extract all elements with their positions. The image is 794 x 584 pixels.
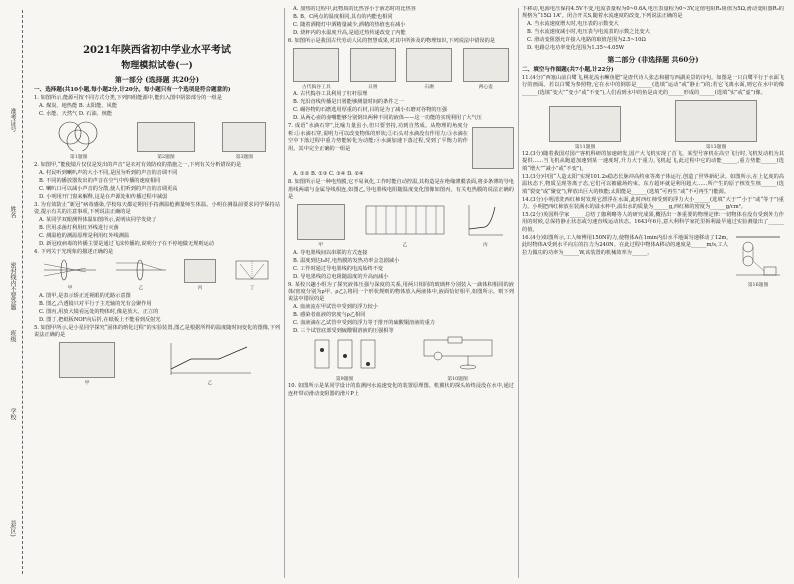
figure-row <box>34 257 280 292</box>
option: B. 不同的播放器发出的声音在空气中传播的速度相同 <box>39 177 161 184</box>
option: A. 某同学双眼测得体温如图所示,说明该同学发烧了 <box>39 217 157 224</box>
figure-row <box>288 202 514 249</box>
class-label: 班级 <box>9 330 16 342</box>
exam-title: 2021年陕西省初中学业水平考试 <box>83 45 231 56</box>
option: B. 感染者血液的密度与ρ乙相同 <box>293 312 366 319</box>
figure-caption: 第13题图 <box>705 144 727 150</box>
exam-subtitle: 物理模拟试卷(一) <box>121 61 193 71</box>
figure-caption: 甲 <box>318 243 324 249</box>
water-drop-figure <box>472 127 514 169</box>
option: A. 图甲,是表示矫正近视眼的光路示意图 <box>39 292 131 299</box>
question-11: 11.(4分)“西塞山前白鹭飞,桃花流水鳜鱼肥”是唐代诗人张志和描写西湖美景的诗句。如图是一只白鹭平行于水面飞行的画面。若以白鹭为参照物,它在水中的倒影是______(选填“运动”或“静止”)的;若它飞离水面,则它在水中的像______(选填“变大”“变小”或“不变”),人们看到水中的鱼是由光的______形成的______(选填“实”或“虚”)像。 <box>522 74 784 96</box>
section-heading: 二、填空与作图题(共7小题,计22分) <box>522 66 614 73</box>
option: C. 喇叭口可以减小声音的分散,使人们听到的声音的音调更高 <box>39 185 178 192</box>
option: D. 导电墨线的总电阻随温度的升高而减小 <box>293 273 389 280</box>
option: C. 水能、天然气 D. 石油、核能 <box>39 111 113 117</box>
option: B. 温度到达t₀时,电热膜的发热功率会急剧减小 <box>293 257 400 264</box>
option: B. B、C两点的温度相同,具有的内能也相同 <box>293 14 393 20</box>
figure-row <box>288 336 514 383</box>
magnifier-figure <box>184 259 216 283</box>
figure-caption: 第9题图 <box>335 376 354 382</box>
school-label: 学校 <box>9 408 16 420</box>
figure-caption: 甲 <box>67 286 73 292</box>
option: C. 工作时通过导电墨线的电流始终不变 <box>293 265 384 272</box>
figure-caption: 丁 <box>249 286 255 292</box>
question-16: 16.(4分)如图所示,工人师傅用150N的力,使物体A在1min内沿水平地面匀速移动了12m,此时物体A受到水平向左的拉力为240N。在此过程中物体A移动的速度是______m/s,工人拉力做功的功率为______W,该装置的机械效率为______。 <box>522 234 728 256</box>
figure-caption: 第2题图 <box>157 155 175 161</box>
figure-caption: 日晷 <box>367 85 378 90</box>
flow-sensor-circuit-figure <box>418 336 498 372</box>
lens-diagram-figure <box>42 258 98 282</box>
option: C. 图丙,用放大镜看远处的物体时,像是放大、正立的 <box>39 308 159 315</box>
name-label: 姓名 <box>9 206 16 218</box>
option: A. 古代捣谷工具利用了杠杆原理 <box>293 91 368 98</box>
option: B. 当水流速度减小时,电压表与电流表的示数之比变大 <box>527 29 650 36</box>
option: B. 医用杀菌灯利用红外线进行灭菌 <box>39 225 119 232</box>
option: A. 煤炭、地热能 B. 太阳能、风能 <box>39 103 118 109</box>
question-10: 10. 如图所示是某同学设计的监测河水流速变化的装置原理图。机翼状的探头始终浸没在水中,通过连杆带动滑动变阻器的滑片P上 <box>288 383 514 397</box>
figure-caption: 丙 <box>197 286 203 292</box>
figure-caption: 第3题图 <box>235 155 254 161</box>
column-divider <box>284 8 285 578</box>
sundial-figure <box>350 48 396 82</box>
conductive-ink-diagram <box>362 203 448 239</box>
question-13: 13.(3分)中国“人造太阳”实现101.2s稳态长脉冲高约束等离子体运行,创造了世界新纪录。如图所示,在上亿度的高温状态下,物质呈现等离子态,它们可以被磁场约束。东方超环就是利用超大……所产生的原子核发生核______(选填“裂变”或“聚变”),释放出巨大的核能;太阳能是______(选填“可再生”或“不可再生”)能源。 <box>522 173 784 195</box>
no-answer-notice: 密封线内不要答题 <box>9 262 16 310</box>
option: C. 碾谷物的石磨选用厚重的石材,目的是为了减小石磨对谷物的压强 <box>293 107 447 114</box>
option: C. 测温枪的测温原理是利用红外线测温 <box>39 233 130 240</box>
figure-caption: 乙 <box>207 381 213 387</box>
county-label: 县(区) <box>9 520 16 537</box>
option: A. 加热的过程中,此物质的比热容小于液态时的比热容 <box>293 6 416 12</box>
option: D. 小明用开门窗来解释,这是在声源处和传播过程中减弱 <box>39 193 168 200</box>
option: D. 图丁,把纸板NOF向后折,在纸板上不能看到反射光 <box>39 316 161 323</box>
seal-line <box>22 10 23 574</box>
pulley-system-figure <box>732 235 784 279</box>
exam-id-label: 准考证号 <box>9 108 16 132</box>
question-14: 14.(3分)小明清洗西红柿时发现它漂浮在水面,此时西红柿受到的浮力大小______(选填“大于”“小于”或“等于”)重力。小明把西红柿放在装满水的溢水杯中,溢出水的质量为______g,西红柿的密度为______g/cm³。 <box>522 196 784 211</box>
figure-row <box>34 119 280 162</box>
option: C. 血液滴在乙试管中受到的浮力等于排开的硫酸铜溶液的重力 <box>293 320 435 327</box>
egret-photo-figure <box>549 106 621 142</box>
figure-row <box>34 340 280 387</box>
part-two-heading: 第二部分 (非选择题 共60分) <box>607 54 699 64</box>
option: A. 导电墨线间以串联的方式连接 <box>293 249 368 256</box>
option: A. 血液流在甲试管中受到的浮力较小 <box>293 304 378 311</box>
speaker-photo-figure <box>137 122 195 152</box>
resistance-temperature-graph <box>465 203 505 239</box>
venn-diagram-figure <box>48 119 110 151</box>
millstone-figure <box>406 48 452 82</box>
figure-caption: 第1题图 <box>69 155 88 161</box>
option: D. 三个试管底部受到硫酸铜溶液的压强相等 <box>293 328 394 335</box>
reflection-board-figure <box>232 258 272 282</box>
option: D. 烧杯内的水温度升高,是通过热传递改变了内能 <box>293 30 406 36</box>
question-9: 9. 某校兴趣小组为了探究液体压强与深度的关系,用两只相同的玻璃杯分别装入一滴体积相同的液体(密度分别为ρ甲、ρ乙),将同一个形状规则的物体放入两液体中,液面恰好相平,如图所示。则下列说法中错误的是 <box>288 281 514 303</box>
option: C. 滑动变阻器允许接入电路的取值范围为2.5~10Ω <box>527 37 646 44</box>
question-12: 12.(3分)随着我国对国产客机科研的加速研发,国产大飞机实现了首飞。某型号客机在高空飞行时,飞机发动机为其提供……当飞机从跑道加速到某一速度时,升力大于重力,飞机起飞,此过程中它的动能______,重力势能______(选填“增大”“减小”或“不变”)。 <box>522 151 784 172</box>
option: C. 随着酒精灯中酒精量减少,酒精的热值也在减小 <box>293 22 406 28</box>
question-2: 2. 如图甲,“能使镜片仅仅是发出的声音”是衣衬有效防疫的措施之一,下列有关分析错误的是 <box>34 161 242 168</box>
temperature-time-graph-figure <box>165 341 255 377</box>
question-1: 1. 如图所示,能源可按不同方式分类,下列四组能源中,能归入图中阴影部分的一组是 <box>34 95 222 101</box>
column-divider <box>518 8 519 578</box>
question-3: 3. 为有效防止“新冠”病毒感染,学校每天都定期用手持测温枪测量师生体温。小明在测温前要求同学保持站姿,提示有关的注意事项,下列说法正确的是 <box>34 201 280 216</box>
section-heading: 一、选择题(共10小题,每小题2分,计20分。每小题只有一个选项是符合题意的) <box>34 87 231 93</box>
option: A. 村民听到喇叭声的大小不同,是因为听到的声音的音调不同 <box>39 169 178 176</box>
figure-caption: 甲 <box>84 381 90 387</box>
question-5: 5. 如图甲所示,是小星同学探究“固体的熔化过程”的实验装置,图乙是根据所得的温度随时间变化的图像,下列说法正确的是 <box>34 324 280 339</box>
option: B. 图乙,凸透镜只对平行于主光轴的光有会聚作用 <box>39 300 152 307</box>
figure-caption: 两心壶 <box>478 85 493 90</box>
melting-apparatus-figure <box>59 342 115 378</box>
column-3 <box>522 6 784 580</box>
question-6: 6. 如图所示是我国古代劳动人民的智慧成果,对其中所涉及的物理知识,下列说法中错误的是 <box>288 38 496 44</box>
question-4: 4. 下列关于光现象的描述正确的是 <box>34 249 114 256</box>
figure-row <box>288 46 514 91</box>
figure-caption: 丙 <box>482 243 488 249</box>
grain-tool-figure <box>293 48 339 82</box>
figure-caption: 乙 <box>402 243 408 249</box>
option: D. 电路总电功率变化范围为1.35~4.05W <box>527 45 625 52</box>
part-one-heading: 第一部分 (选择题 共20分) <box>114 75 200 84</box>
figure-caption: 第10题图 <box>447 376 468 382</box>
figure-caption: 第16题图 <box>747 283 769 289</box>
question-7: 7. 成语“水滴石穿”,比喻力量虽小,但只要坚持,功到自然成。从物理的角度分析:①水滴石穿,说明力可以改变物体的形状;②石头对水滴没有作用力;③水滴在空中下落过程中重力势能转化为动能;④水滴加速下落过程,受到了平衡力的作用。其中完全正确的一组是 <box>288 123 468 152</box>
figure-caption: 第11题图 <box>574 144 596 150</box>
question-10-continued: 下移动,电源电压保持4.5V不变,电流表量程为0~0.6A,电压表量程为0~3V,定值电阻R₁阻值为5Ω,滑动变阻器R₂的规格为“15Ω 1A”。闭合开关S,随着水流速度的改变,下列说法正确的是 <box>522 6 784 20</box>
column-2 <box>288 6 514 580</box>
heating-film-photo <box>297 204 345 240</box>
option: D. 从两心壶的壶嘴能够分别倒出两种不同的液体——这一功能的实现利用了大气压 <box>293 115 482 122</box>
option: D. 新冠疫病毒的传播主要是通过飞沫传播的,说明分子在不停地做无规则运动 <box>39 241 214 248</box>
option: A. 当水流速度增大时,电压表的示数变大 <box>527 21 619 28</box>
two-heart-pot-figure <box>463 48 509 82</box>
question-8: 8. 如图所示是一种电热膜,它不易氧化,工作时能自动控温,其构造是在绝缘薄膜表面,将多条薄的导电墨线两端与金属导线相连,如图乙,导电墨线电阻随温度变化图像如图丙。有关电热膜的说法正确的是 <box>288 179 514 201</box>
figure-caption: 石磨 <box>424 85 435 90</box>
thermometer-photo-figure <box>222 122 266 152</box>
test-tubes-figure <box>305 336 385 372</box>
tokamak-photo-figure <box>675 100 757 142</box>
option: A. ①② B. ①③ C. ③④ D. ②④ <box>293 171 364 178</box>
binding-margin <box>0 0 30 584</box>
option: B. 光沿直线传播是日晷能够测量时间的条件之一 <box>293 99 404 106</box>
figure-caption: 古代捣谷工具 <box>301 85 331 90</box>
figure-caption: 乙 <box>138 286 144 292</box>
question-15: 15.(2分)英国科学家______总结了伽利略等人的研究成果,概括出一条重要的物理定律:一切物体在没有受到外力作用的时候,总保持静止状态或匀速直线运动状态。1643年6月,意大利科学家托里拆利最早通过实验测量出了______的值。 <box>522 212 784 233</box>
column-1 <box>34 6 280 580</box>
convex-lens-figure <box>114 258 168 282</box>
figure-row <box>522 98 784 151</box>
